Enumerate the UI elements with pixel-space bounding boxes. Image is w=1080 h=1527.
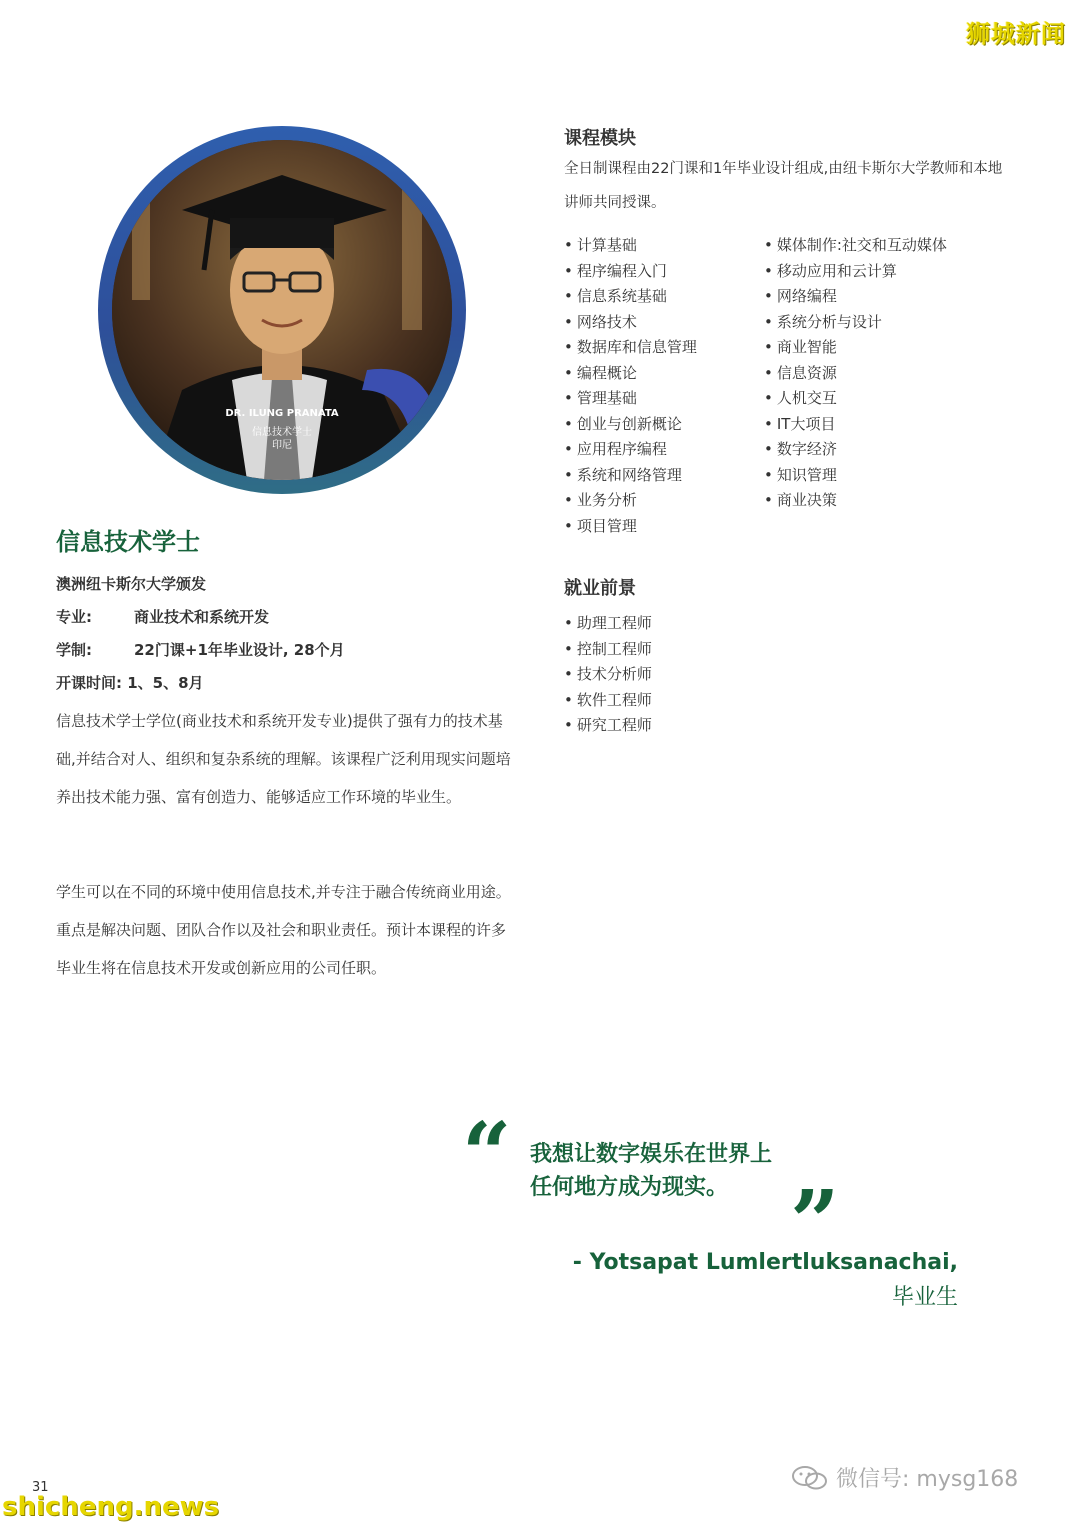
portrait-name: DR. ILUNG PRANATA [225,408,339,419]
watermark-bottom: shicheng.news [2,1492,220,1522]
list-item: • 信息系统基础 [564,284,697,310]
quote-text [530,1138,772,1204]
list-item: • 数据库和信息管理 [564,335,697,361]
modules-heading: 课程模块 [564,128,636,149]
portrait-country: 印尼 [272,440,292,451]
list-item: • 计算基础 [564,233,697,259]
modules-list-col1 [564,233,697,539]
modules-intro: 全日制课程由22门课和1年毕业设计组成,由纽卡斯尔大学教师和本地讲师共同授课。 [564,161,1003,211]
quote-role: 毕业生 [891,1285,958,1310]
list-item: • IT大项目 [764,412,947,438]
list-item: • 业务分析 [564,488,697,514]
detail-intake [56,672,204,693]
detail-duration [56,639,345,660]
page-number: 31 [32,1480,49,1495]
list-item: • 技术分析师 [564,662,652,688]
list-item: • 信息资源 [764,361,947,387]
list-item: • 软件工程师 [564,688,652,714]
list-item: • 管理基础 [564,386,697,412]
list-item: • 商业智能 [764,335,947,361]
list-item: • 控制工程师 [564,637,652,663]
careers-list [564,611,652,739]
list-item: • 网络技术 [564,310,697,336]
list-item: • 研究工程师 [564,713,652,739]
modules-list-col2 [764,233,947,514]
description-paragraph-1: 信息技术学士学位(商业技术和系统开发专业)提供了强有力的技术基础,并结合对人、组织和复杂系统的理解。该课程广泛利用现实问题培养出技术能力强、富有创造力、能够适应工作环境的毕业生。 [56,712,511,806]
list-item: • 商业决策 [764,488,947,514]
list-item: • 应用程序编程 [564,437,697,463]
quote-open-mark: “ [462,1104,512,1205]
careers-heading: 就业前景 [564,578,636,599]
detail-major [56,606,269,627]
watermark-top: 狮城新闻 [966,20,1066,48]
quote-close-mark: ” [790,1172,840,1273]
list-item: • 编程概论 [564,361,697,387]
list-item: • 系统分析与设计 [764,310,947,336]
program-issuer: 澳洲纽卡斯尔大学颁发 [56,575,207,593]
detail-label: 开课时间: [56,674,122,692]
list-item: • 项目管理 [564,514,697,540]
portrait-degree: 信息技术学士 [252,427,312,438]
detail-value: 22门课+1年毕业设计, 28个月 [134,641,345,659]
quote-line-2: 任何地方成为现实。 [530,1175,729,1200]
list-item: • 程序编程入门 [564,259,697,285]
list-item: • 创业与创新概论 [564,412,697,438]
wechat-watermark [790,1462,1018,1493]
list-item: • 网络编程 [764,284,947,310]
quote-line-1: 我想让数字娱乐在世界上 [530,1142,773,1167]
quote-author: - Yotsapat Lumlertluksanachai, [572,1250,958,1275]
list-item: • 助理工程师 [564,611,652,637]
description-paragraph-2: 学生可以在不同的环境中使用信息技术,并专注于融合传统商业用途。重点是解决问题、团队合作以及社会和职业责任。预计本课程的许多毕业生将在信息技术开发或创新应用的公司任职。 [56,883,511,977]
wechat-id: 微信号: mysg168 [836,1467,1019,1492]
list-item: • 人机交互 [764,386,947,412]
list-item: • 系统和网络管理 [564,463,697,489]
wechat-icon [790,1464,830,1492]
list-item: • 知识管理 [764,463,947,489]
detail-value: 商业技术和系统开发 [134,608,270,626]
list-item: • 数字经济 [764,437,947,463]
detail-value: 1、5、8月 [127,674,204,692]
detail-label: 学制: [56,641,92,659]
list-item: • 媒体制作:社交和互动媒体 [764,233,947,259]
program-title: 信息技术学士 [56,528,200,556]
list-item: • 移动应用和云计算 [764,259,947,285]
detail-label: 专业: [56,608,92,626]
